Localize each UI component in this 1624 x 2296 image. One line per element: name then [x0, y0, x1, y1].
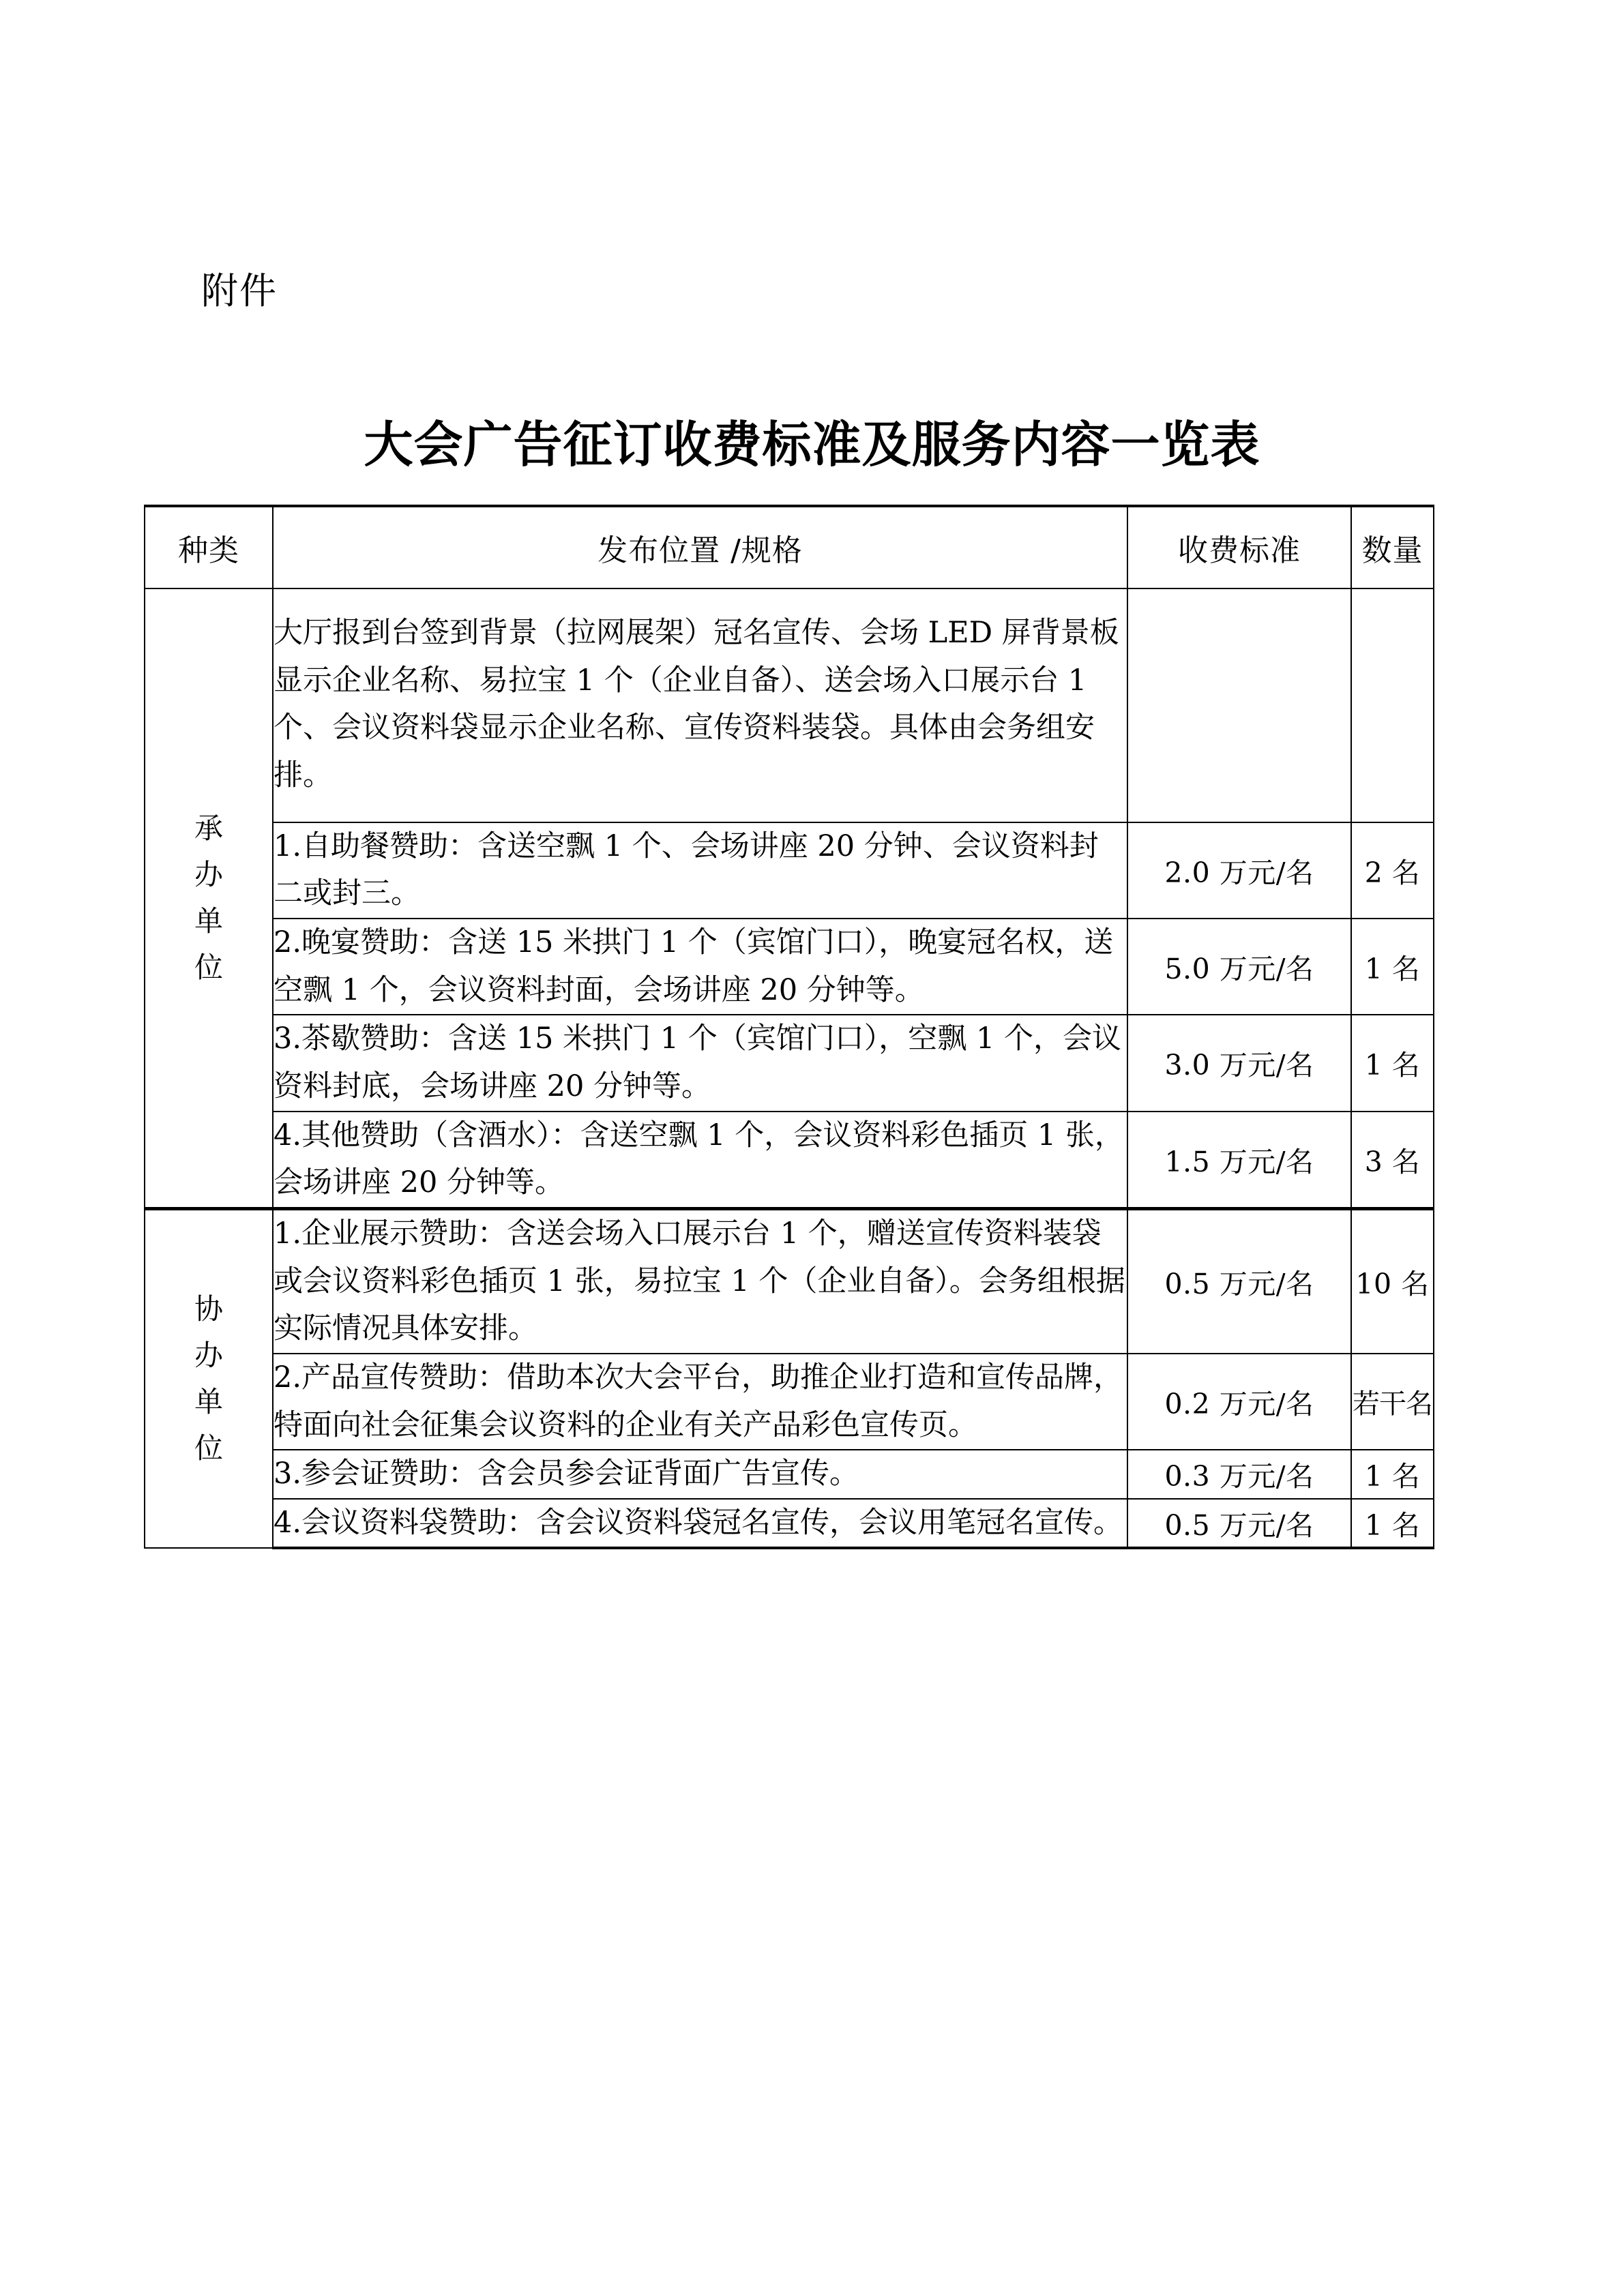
table-row: [145, 1015, 1434, 1111]
description-cell: 3.茶歇赞助：含送 15 米拱门 1 个（宾馆门口），空飘 1 个，会议资料封底，会场讲座 20 分钟等。: [273, 1015, 1127, 1111]
description-cell: 大厅报到台签到背景（拉网展架）冠名宣传、会场 LED 屏背景板显示企业名称、易拉宝 1 个（企业自备）、送会场入口展示台 1 个、会议资料袋显示企业名称、宣传资料装袋。具体由会务组安排。: [273, 588, 1127, 822]
price-cell: 5.0 万元/名: [1127, 919, 1351, 1015]
kind-label-vertical: [194, 805, 223, 991]
kind-char: 办: [194, 857, 223, 891]
price-cell: 0.2 万元/名: [1127, 1354, 1351, 1450]
quantity-cell: 若干名: [1351, 1354, 1434, 1450]
price-cell: 2.0 万元/名: [1127, 822, 1351, 919]
description-cell: 1.企业展示赞助：含送会场入口展示台 1 个，赠送宣传资料装袋或会议资料彩色插页 1 张，易拉宝 1 个（企业自备）。会务组根据实际情况具体安排。: [273, 1208, 1127, 1353]
table-row: [145, 1208, 1434, 1353]
description-cell: 3.参会证赞助：含会员参会证背面广告宣传。: [273, 1450, 1127, 1499]
quantity-cell: [1351, 588, 1434, 822]
description-cell: 2.晚宴赞助：含送 15 米拱门 1 个（宾馆门口），晚宴冠名权，送空飘 1 个，会议资料封面，会场讲座 20 分钟等。: [273, 919, 1127, 1015]
quantity-cell: 2 名: [1351, 822, 1434, 919]
kind-char: 办: [194, 1339, 223, 1373]
header-kind: 种类: [145, 506, 273, 588]
quantity-cell: 1 名: [1351, 1015, 1434, 1111]
description-cell: 2.产品宣传赞助：借助本次大会平台，助推企业打造和宣传品牌，特面向社会征集会议资料的企业有关产品彩色宣传页。: [273, 1354, 1127, 1450]
price-cell: 0.5 万元/名: [1127, 1499, 1351, 1549]
quantity-cell: 1 名: [1351, 1499, 1434, 1549]
table-row: [145, 588, 1434, 822]
table-row: [145, 1499, 1434, 1549]
kind-cell-host-unit: [145, 588, 273, 1208]
kind-cell-coorganizer-unit: [145, 1208, 273, 1548]
quantity-cell: 1 名: [1351, 919, 1434, 1015]
kind-label-vertical: [194, 1286, 223, 1472]
table-row: [145, 1112, 1434, 1209]
kind-char: 承: [194, 811, 223, 845]
header-quantity: 数量: [1351, 506, 1434, 588]
description-cell: 1.自助餐赞助：含送空飘 1 个、会场讲座 20 分钟、会议资料封二或封三。: [273, 822, 1127, 919]
kind-char: 单: [194, 1385, 223, 1419]
fee-standard-table-wrapper: [144, 505, 1433, 1549]
description-cell: 4.会议资料袋赞助：含会议资料袋冠名宣传，会议用笔冠名宣传。: [273, 1499, 1127, 1549]
kind-char: 单: [194, 904, 223, 938]
price-cell: 0.5 万元/名: [1127, 1208, 1351, 1353]
quantity-cell: 3 名: [1351, 1112, 1434, 1209]
description-cell: 4.其他赞助（含酒水）：含送空飘 1 个，会议资料彩色插页 1 张，会场讲座 20 分钟等。: [273, 1112, 1127, 1209]
page-title: 大会广告征订收费标准及服务内容一览表: [364, 416, 1260, 473]
table-header-row: [145, 506, 1434, 588]
table-row: [145, 822, 1434, 919]
price-cell: 1.5 万元/名: [1127, 1112, 1351, 1209]
price-cell: [1127, 588, 1351, 822]
header-price: 收费标准: [1127, 506, 1351, 588]
quantity-cell: 10 名: [1351, 1208, 1434, 1353]
kind-char: 位: [194, 950, 223, 984]
attachment-label: 附件: [201, 269, 278, 312]
kind-char: 协: [194, 1292, 223, 1326]
price-cell: 3.0 万元/名: [1127, 1015, 1351, 1111]
price-cell: 0.3 万元/名: [1127, 1450, 1351, 1499]
table-row: [145, 919, 1434, 1015]
quantity-cell: 1 名: [1351, 1450, 1434, 1499]
table-row: [145, 1354, 1434, 1450]
header-description: 发布位置 /规格: [273, 506, 1127, 588]
kind-char: 位: [194, 1431, 223, 1465]
fee-standard-table: [144, 505, 1434, 1549]
table-row: [145, 1450, 1434, 1499]
